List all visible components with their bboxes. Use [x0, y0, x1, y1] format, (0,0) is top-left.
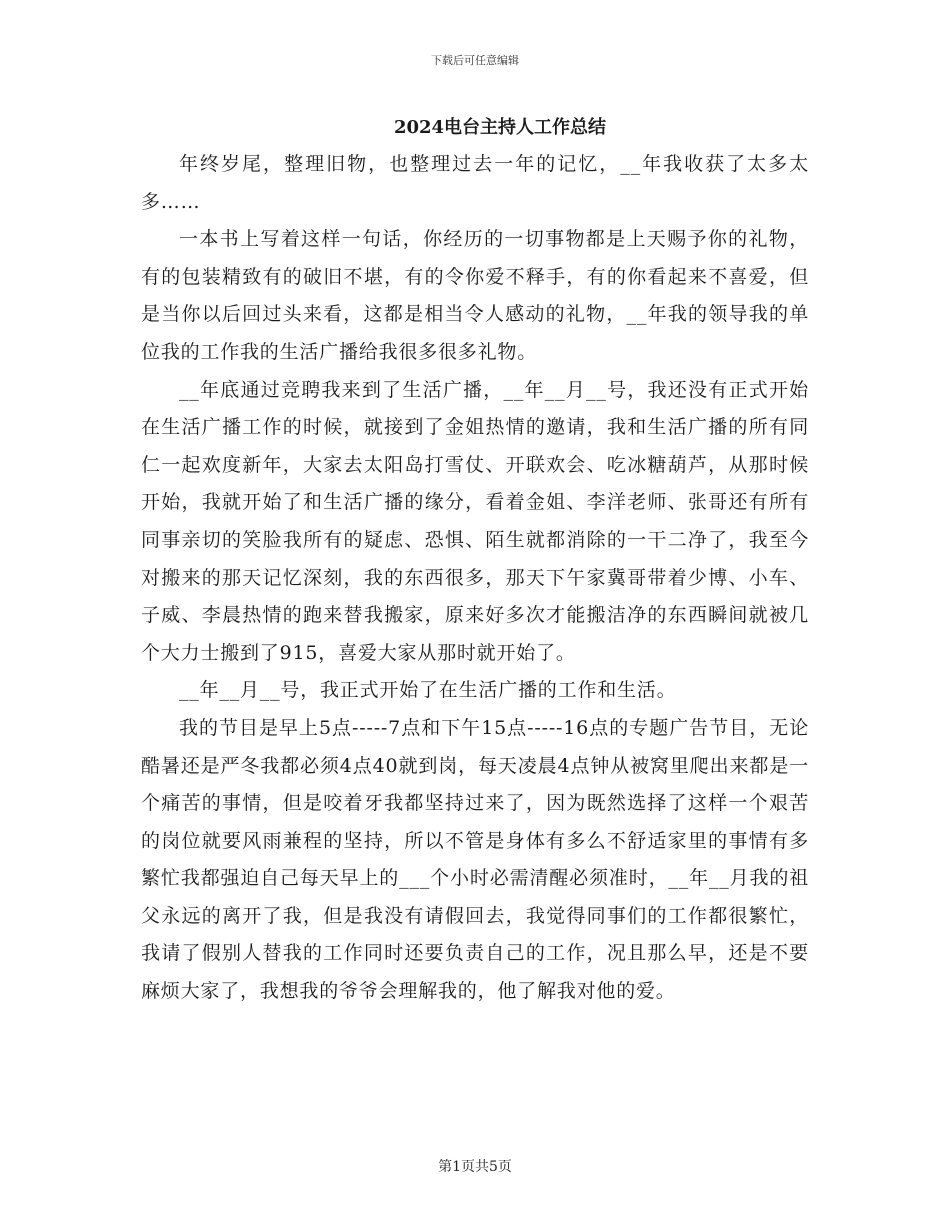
paragraph: 一本书上写着这样一句话，你经历的一切事物都是上天赐予你的礼物，有的包装精致有的破旧不堪，有的令你爱不释手，有的你看起来不喜爱，但是当你以后回过头来看，这都是相当令人感动的礼物，__年我的领导我的单位我的工作我的生活广播给我很多很多礼物。 — [141, 228, 809, 363]
page-header-note: 下载后可任意编辑 — [431, 54, 519, 67]
paragraph: __年底通过竞聘我来到了生活广播，__年__月__号，我还没有正式开始在生活广播工作的时候，就接到了金姐热情的邀请，我和生活广播的所有同仁一起欢度新年，大家去太阳岛打雪仗、开联欢会、吃冰糖葫芦，从那时候开始，我就开始了和生活广播的缘分，看着金姐、李洋老师、张哥还有所有同事亲切的笑脸我所有的疑虑、恐惧、陌生就都消除的一干二净了，我至今对搬来的那天记忆深刻，我的东西很多，那天下午家冀哥带着少博、小车、子威、李晨热情的跑来替我搬家，原来好多次才能搬洁净的东西瞬间就被几个大力士搬到了915，喜爱大家从那时就开始了。 — [141, 378, 809, 664]
page-number-footer: 第1页共5页 — [438, 1159, 512, 1175]
paragraph: __年__月__号，我正式开始了在生活广播的工作和生活。 — [179, 679, 677, 702]
paragraph: 我的节目是早上5点-----7点和下午15点-----16点的专题广告节目，无论酷暑还是严冬我都必须4点40就到岗，每天凌晨4点钟从被窝里爬出来都是一个痛苦的事情，但是咬着牙我都坚持过来了，因为既然选择了这样一个艰苦的岗位就要风雨兼程的坚持，所以不管是身体有多么不舒适家里的事情有多繁忙我都强迫自己每天早上的___个小时必需清醒必须准时，__年__月我的祖父永远的离开了我，但是我没有请假回去，我觉得同事们的工作都很繁忙，我请了假别人替我的工作同时还要负责自己的工作，况且那么早，还是不要麻烦大家了，我想我的爷爷会理解我的，他了解我对他的爱。 — [141, 716, 809, 1003]
paragraph: 年终岁尾，整理旧物，也整理过去一年的记忆，__年我收获了太多太多…… — [141, 153, 809, 213]
document-title: 2024电台主持人工作总结 — [393, 117, 607, 138]
document-body — [141, 146, 809, 1011]
